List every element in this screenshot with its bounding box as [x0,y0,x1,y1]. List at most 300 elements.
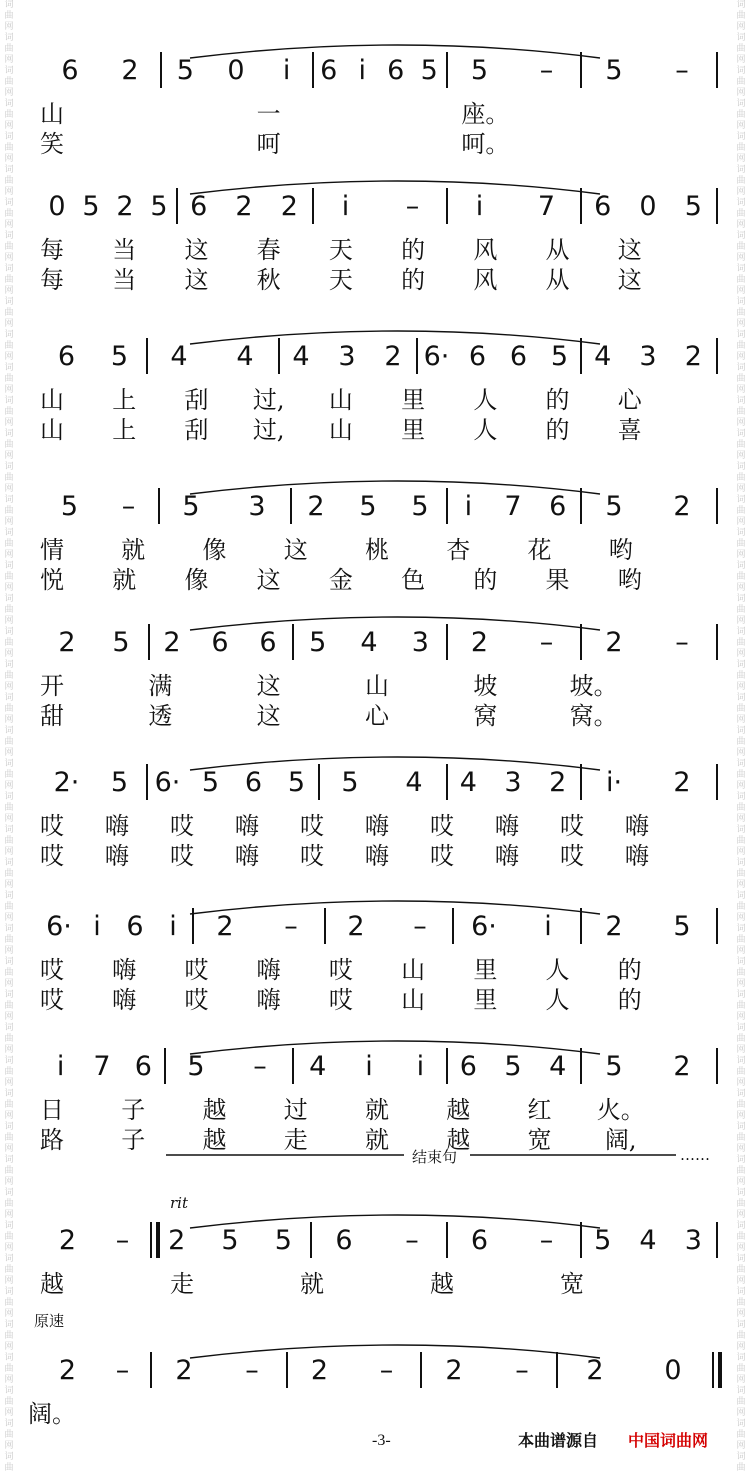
lyric-char: 越 [202,1126,227,1154]
note: 5 [605,55,623,86]
lyric-char: 开 [40,672,64,700]
lyric-char: 哎 [430,812,454,840]
lyric-char: 嗨 [105,842,129,870]
lyric-char: 哎 [300,842,324,870]
lyric-char: 这 [256,702,281,730]
note: 6 [549,491,567,522]
bar-line [716,188,718,224]
bar-line [716,1048,718,1084]
lyric-char: 桃 [365,536,389,564]
note: 3 [411,627,429,658]
lyric-char: 嗨 [112,986,137,1014]
lyric-char: 哎 [40,956,64,984]
lyric-char: 人 [473,416,498,444]
note: 5 [287,767,306,798]
note: 7 [504,491,522,522]
note: 5 [182,491,200,522]
lyric-char: 哎 [170,812,194,840]
lyric-char: 越 [40,1270,64,1298]
lyric-char: 就 [300,1270,324,1298]
note: 6 [509,341,528,372]
bar-line [176,188,178,224]
lyric-char: 心 [617,386,642,414]
lyric-char: 山 [40,416,64,444]
note: – [405,191,420,222]
note: 5 [60,491,79,522]
lyric-char: 座。 [461,100,510,128]
note: 0 [48,191,66,222]
note: i [169,911,177,942]
note: 2 [586,1355,604,1386]
lyric-char: 当 [112,236,137,264]
lyric-char: 阔, [604,1126,637,1154]
note: – [539,55,554,86]
note: 3 [504,767,522,798]
note: 5 [605,491,623,522]
lyric-char: 窝。 [569,702,618,730]
bar-line [324,908,326,944]
bar-line [156,1222,160,1258]
bar-line [192,908,194,944]
note: 5 [221,1225,239,1256]
note: i [475,191,484,222]
lyric-char: 窝 [473,702,498,730]
note: 5 [594,1225,612,1256]
note: 5 [309,627,327,658]
lyric-char: 山 [40,100,64,128]
lyric-char: 就 [365,1126,389,1154]
lyric-char: 秋 [256,266,281,294]
bar-line [446,488,448,524]
bar-line [164,1048,166,1084]
note: 6 [61,55,79,86]
lyric-char: 金 [328,566,353,594]
lyric-char: 越 [430,1270,454,1298]
lyric-char: 花 [527,536,552,564]
lyric-char: 甜 [40,702,64,730]
bar-line [580,1048,582,1084]
bar-line [716,488,718,524]
note: 2 [673,1051,691,1082]
lyric-char: 里 [473,956,498,984]
bar-line [312,52,314,88]
bar-line [446,52,448,88]
lyric-char: 嗨 [105,812,129,840]
lyric-char: 的 [473,566,498,594]
lyric-char: 天 [328,266,353,294]
lyric-char: 喜 [617,416,642,444]
lyric-char: 坡 [473,672,498,700]
bar-line [716,764,718,800]
bar-line [716,908,718,944]
note: 5 [110,767,129,798]
note: 2 [307,491,325,522]
lyric-char: 这 [256,566,281,594]
lyric-char: 这 [617,266,642,294]
note: i [93,911,101,942]
source-label: 本曲谱源自 [518,1431,599,1450]
note: i [416,1051,425,1082]
note: – [515,1355,529,1386]
bar-line [580,52,582,88]
note: 5 [150,191,168,222]
bar-line [716,624,718,660]
note: 3 [639,341,657,372]
note: 6 [190,191,208,222]
lyric-char: 透 [148,702,173,730]
lyric-char: 走 [170,1270,194,1298]
lyric-char: 过, [252,416,285,444]
note: 5 [504,1051,522,1082]
lyric-char: 天 [328,236,353,264]
lyric-char: 山 [40,386,64,414]
slur [190,617,600,630]
note: 3 [248,491,266,522]
note: 6 [134,1051,152,1082]
note: 2 [121,55,139,86]
note: 2 [445,1355,463,1386]
note: i [358,55,367,86]
bar-line [446,764,448,800]
note: 5 [274,1225,292,1256]
lyric-char: 刮 [184,416,209,444]
lyric-char: 过 [283,1096,308,1124]
lyric-char: 走 [283,1126,308,1154]
note: 6 [387,55,405,86]
lyric-char: 哟 [608,536,633,564]
note: – [405,1225,419,1256]
bar-line [580,1222,582,1258]
note: 6· [471,911,497,942]
lyric-char: 宽 [560,1270,584,1298]
note: 5 [82,191,100,222]
bar-line [556,1352,558,1388]
note: i [365,1051,373,1082]
note: 4 [459,767,477,798]
bar-line [160,52,162,88]
slur [190,1041,600,1054]
note: 6 [335,1225,353,1256]
note: i [341,191,350,222]
note: 2 [168,1225,186,1256]
bar-line [580,908,582,944]
note: 0 [227,55,245,86]
lyric-char: 山 [365,672,389,700]
note: 7 [93,1051,111,1082]
lyric-char: 越 [446,1096,471,1124]
note: 5 [550,341,569,372]
lyric-char: 人 [545,956,570,984]
lyric-char: 嗨 [256,986,281,1014]
note: i [56,1051,65,1082]
lyric-char: 里 [401,386,426,414]
lyric-char: 嗨 [495,812,519,840]
lyric-char: 哎 [328,956,353,984]
note: 4 [549,1051,567,1082]
note: 2 [673,491,691,522]
note: – [245,1355,259,1386]
lyric-char: 风 [473,266,498,294]
lyric-char: 日 [40,1096,64,1124]
note: 4 [405,767,423,798]
tempo-label: 原速 [34,1312,65,1330]
lyric-char: 嗨 [365,812,389,840]
note: 2 [684,341,702,372]
bar-line [292,1048,294,1084]
note: – [115,1225,130,1256]
lyric-char: 山 [328,416,353,444]
note: 2 [673,767,691,798]
note: 2 [58,1225,77,1256]
note: 6 [259,627,277,658]
note: 5 [470,55,489,86]
note: – [115,1355,130,1386]
note: i [464,491,473,522]
lyric-char: 哎 [560,842,584,870]
lyric-char: 每 [40,236,64,264]
note: 5 [187,1051,205,1082]
watermark-left: 词 曲 网 词 曲 网 词 曲 网 词 曲 网 词 曲 网 词 曲 网 词 曲 网 词 曲 网 词 曲 网 词 曲 网 词 曲 网 词 曲 网 词 曲 网 词 曲 网 词 曲 网 词 曲 网 词 曲 网 词 曲 网 词 曲 网 词 曲 网 词 曲 网 词 曲 网 词 曲 网 词 曲 网 词 曲 网 词 曲 网 词 曲 网 词 曲 网 词 曲 网 词 曲 网 词 曲 网 词 曲 网 词 曲 网 词 曲 网 词 曲 网 词 曲 网 词 曲 网 词 曲 网 词 曲 网 词 曲 网 词 曲 网 词 曲 网 词 曲 网 词 曲 网 词 曲 [4,0,14,1473]
note: 2· [53,767,80,798]
lyric-char: 心 [365,702,389,730]
dots-end: …… [680,1146,710,1164]
lyric-char: 刮 [184,386,209,414]
note: 2 [175,1355,193,1386]
note: – [539,627,554,658]
note: 4 [360,627,378,658]
lyric-char: 哎 [560,812,584,840]
watermark-right: 词 曲 网 词 曲 网 词 曲 网 词 曲 网 词 曲 网 词 曲 网 词 曲 网 词 曲 网 词 曲 网 词 曲 网 词 曲 网 词 曲 网 词 曲 网 词 曲 网 词 曲 网 词 曲 网 词 曲 网 词 曲 网 词 曲 网 词 曲 网 词 曲 网 词 曲 网 词 曲 网 词 曲 网 词 曲 网 词 曲 网 词 曲 网 词 曲 网 词 曲 网 词 曲 网 词 曲 网 词 曲 网 词 曲 网 词 曲 网 词 曲 网 词 曲 网 词 曲 网 词 曲 网 词 曲 网 词 曲 网 词 曲 网 词 曲 网 词 曲 网 词 曲 网 词 曲 [736,0,746,1473]
bar-line [712,1352,714,1388]
note: – [253,1051,267,1082]
note: 0 [639,191,657,222]
note: 4 [292,341,310,372]
note: 5 [673,911,691,942]
lyric-char: 这 [256,672,281,700]
note: 2 [235,191,253,222]
note: – [539,1225,554,1256]
bar-line [148,624,150,660]
lyric-char: 的 [545,386,570,414]
lyric-char: 色 [401,566,426,594]
lyric-char: 嗨 [625,812,649,840]
tempo-mark: rit [170,1194,188,1212]
note: 4 [170,341,188,372]
note: – [284,911,298,942]
note: 6 [244,767,263,798]
lyric-char: 嗨 [625,842,649,870]
lyric-char: 越 [446,1126,471,1154]
lyric-char: 呵。 [461,130,510,158]
note: 5 [605,1051,623,1082]
lyric-char: 哎 [430,842,454,870]
note: 2 [470,627,489,658]
lyric-char: 哎 [40,842,64,870]
lyric-char: 果 [545,566,570,594]
lyric-char: 山 [401,986,426,1014]
lyric-char: 就 [121,536,146,564]
lyric-char: 这 [184,236,209,264]
note: 6 [468,341,487,372]
bar-line [146,338,148,374]
note: 4 [309,1051,327,1082]
note: i· [605,767,623,798]
note: 2 [549,767,567,798]
lyric-char: 过, [252,386,285,414]
note: 6 [320,55,338,86]
lyric-char: 的 [401,236,426,264]
lyric-char: 山 [401,956,426,984]
note: 4 [639,1225,657,1256]
lyric-char: 人 [545,986,570,1014]
lyric-char: 呵 [256,130,281,158]
note: 2 [116,191,134,222]
lyric-char: 这 [617,236,642,264]
lyric-char: 红 [527,1096,552,1124]
lyric-char: 上 [112,416,137,444]
bar-line [150,1222,152,1258]
note: – [379,1355,394,1386]
bar-line [416,338,418,374]
lyric-char: 嗨 [235,842,259,870]
note: 5 [341,767,359,798]
lyric-char: 这 [184,266,209,294]
bar-line [310,1222,312,1258]
bar-line [446,1048,448,1084]
bar-line [312,188,314,224]
lyric-char: 嗨 [365,842,389,870]
note: 2 [216,911,234,942]
lyric-char: 嗨 [235,812,259,840]
lyric-char: 的 [545,416,570,444]
note: 6· [46,911,72,942]
lyric-char: 坡。 [569,672,618,700]
lyric-char: 风 [473,236,498,264]
lyric-char: 哎 [40,986,64,1014]
note: i [282,55,291,86]
note: 2 [280,191,298,222]
lyric-char: 越 [202,1096,227,1124]
lyric-char: 的 [617,986,642,1014]
note: – [675,627,689,658]
lyric-char: 像 [202,536,227,564]
note: 6 [459,1051,477,1082]
note: 4 [236,341,254,372]
lyric-char: 哎 [170,842,194,870]
lyric-char: 一 [256,100,281,128]
note: 2 [310,1355,329,1386]
bar-line [716,52,718,88]
lyric-char: 嗨 [112,956,137,984]
bar-line [580,624,582,660]
note: 5 [201,767,220,798]
bar-line [446,1222,448,1258]
lyric-char: 这 [283,536,308,564]
note: 6 [57,341,76,372]
lyric-char: 哎 [40,812,64,840]
note: 2 [347,911,365,942]
note: 5 [420,55,438,86]
lyric-char: 火。 [596,1096,645,1124]
note: 2 [384,341,402,372]
note: 5 [176,55,194,86]
lyric-char: 里 [401,416,426,444]
lyric-char: 情 [40,536,64,564]
bar-line [580,488,582,524]
lyric-char: 悦 [40,566,64,594]
bar-line [290,488,292,524]
lyric-char: 从 [545,266,570,294]
lyric-char: 春 [256,236,281,264]
bar-line [716,1222,718,1258]
lyric-char: 从 [545,236,570,264]
note: 6 [211,627,229,658]
lyric-char: 嗨 [256,956,281,984]
lyric-char: 每 [40,266,64,294]
note: 5 [112,627,130,658]
note: – [121,491,136,522]
note: 6· [154,767,181,798]
bar-line [286,1352,288,1388]
slur [190,901,600,914]
lyric-char: 哎 [184,956,209,984]
bar-line [158,488,160,524]
bar-line [580,764,582,800]
note: – [413,911,427,942]
bar-line [278,338,280,374]
lyric-char: 的 [617,956,642,984]
lyric-char: 宽 [527,1126,552,1154]
page-number: -3- [372,1432,391,1449]
bar-line [580,338,582,374]
lyric-char: 杏 [446,536,471,564]
note: 3 [684,1225,702,1256]
bar-line [146,764,148,800]
bar-line [716,338,718,374]
note: 2 [58,1355,77,1386]
note: 2 [58,627,76,658]
bar-line [318,764,320,800]
lyric-char: 哎 [328,986,353,1014]
lyric-char: 子 [121,1096,146,1124]
note: 3 [338,341,356,372]
note: 2 [605,911,623,942]
lyric-char: 满 [148,672,173,700]
bar-line [420,1352,422,1388]
lyric-char: 山 [328,386,353,414]
bar-line [718,1352,722,1388]
slur [190,1215,600,1228]
lyric-char: 像 [184,566,209,594]
note: 5 [411,491,429,522]
note: i [544,911,552,942]
note: 2 [605,627,623,658]
lyric-char: 路 [40,1126,64,1154]
bar-line [446,188,448,224]
note: 0 [664,1355,682,1386]
note: 7 [537,191,556,222]
source-brand: 中国词曲网 [628,1431,709,1450]
bar-line [452,908,454,944]
lyric-char: 上 [112,386,137,414]
bar-line [580,188,582,224]
lyric-char: 就 [112,566,137,594]
lyric-char: 就 [365,1096,389,1124]
note: – [675,55,689,86]
lyric-char: 哟 [617,566,642,594]
lyric-char: 里 [473,986,498,1014]
note: 5 [110,341,129,372]
